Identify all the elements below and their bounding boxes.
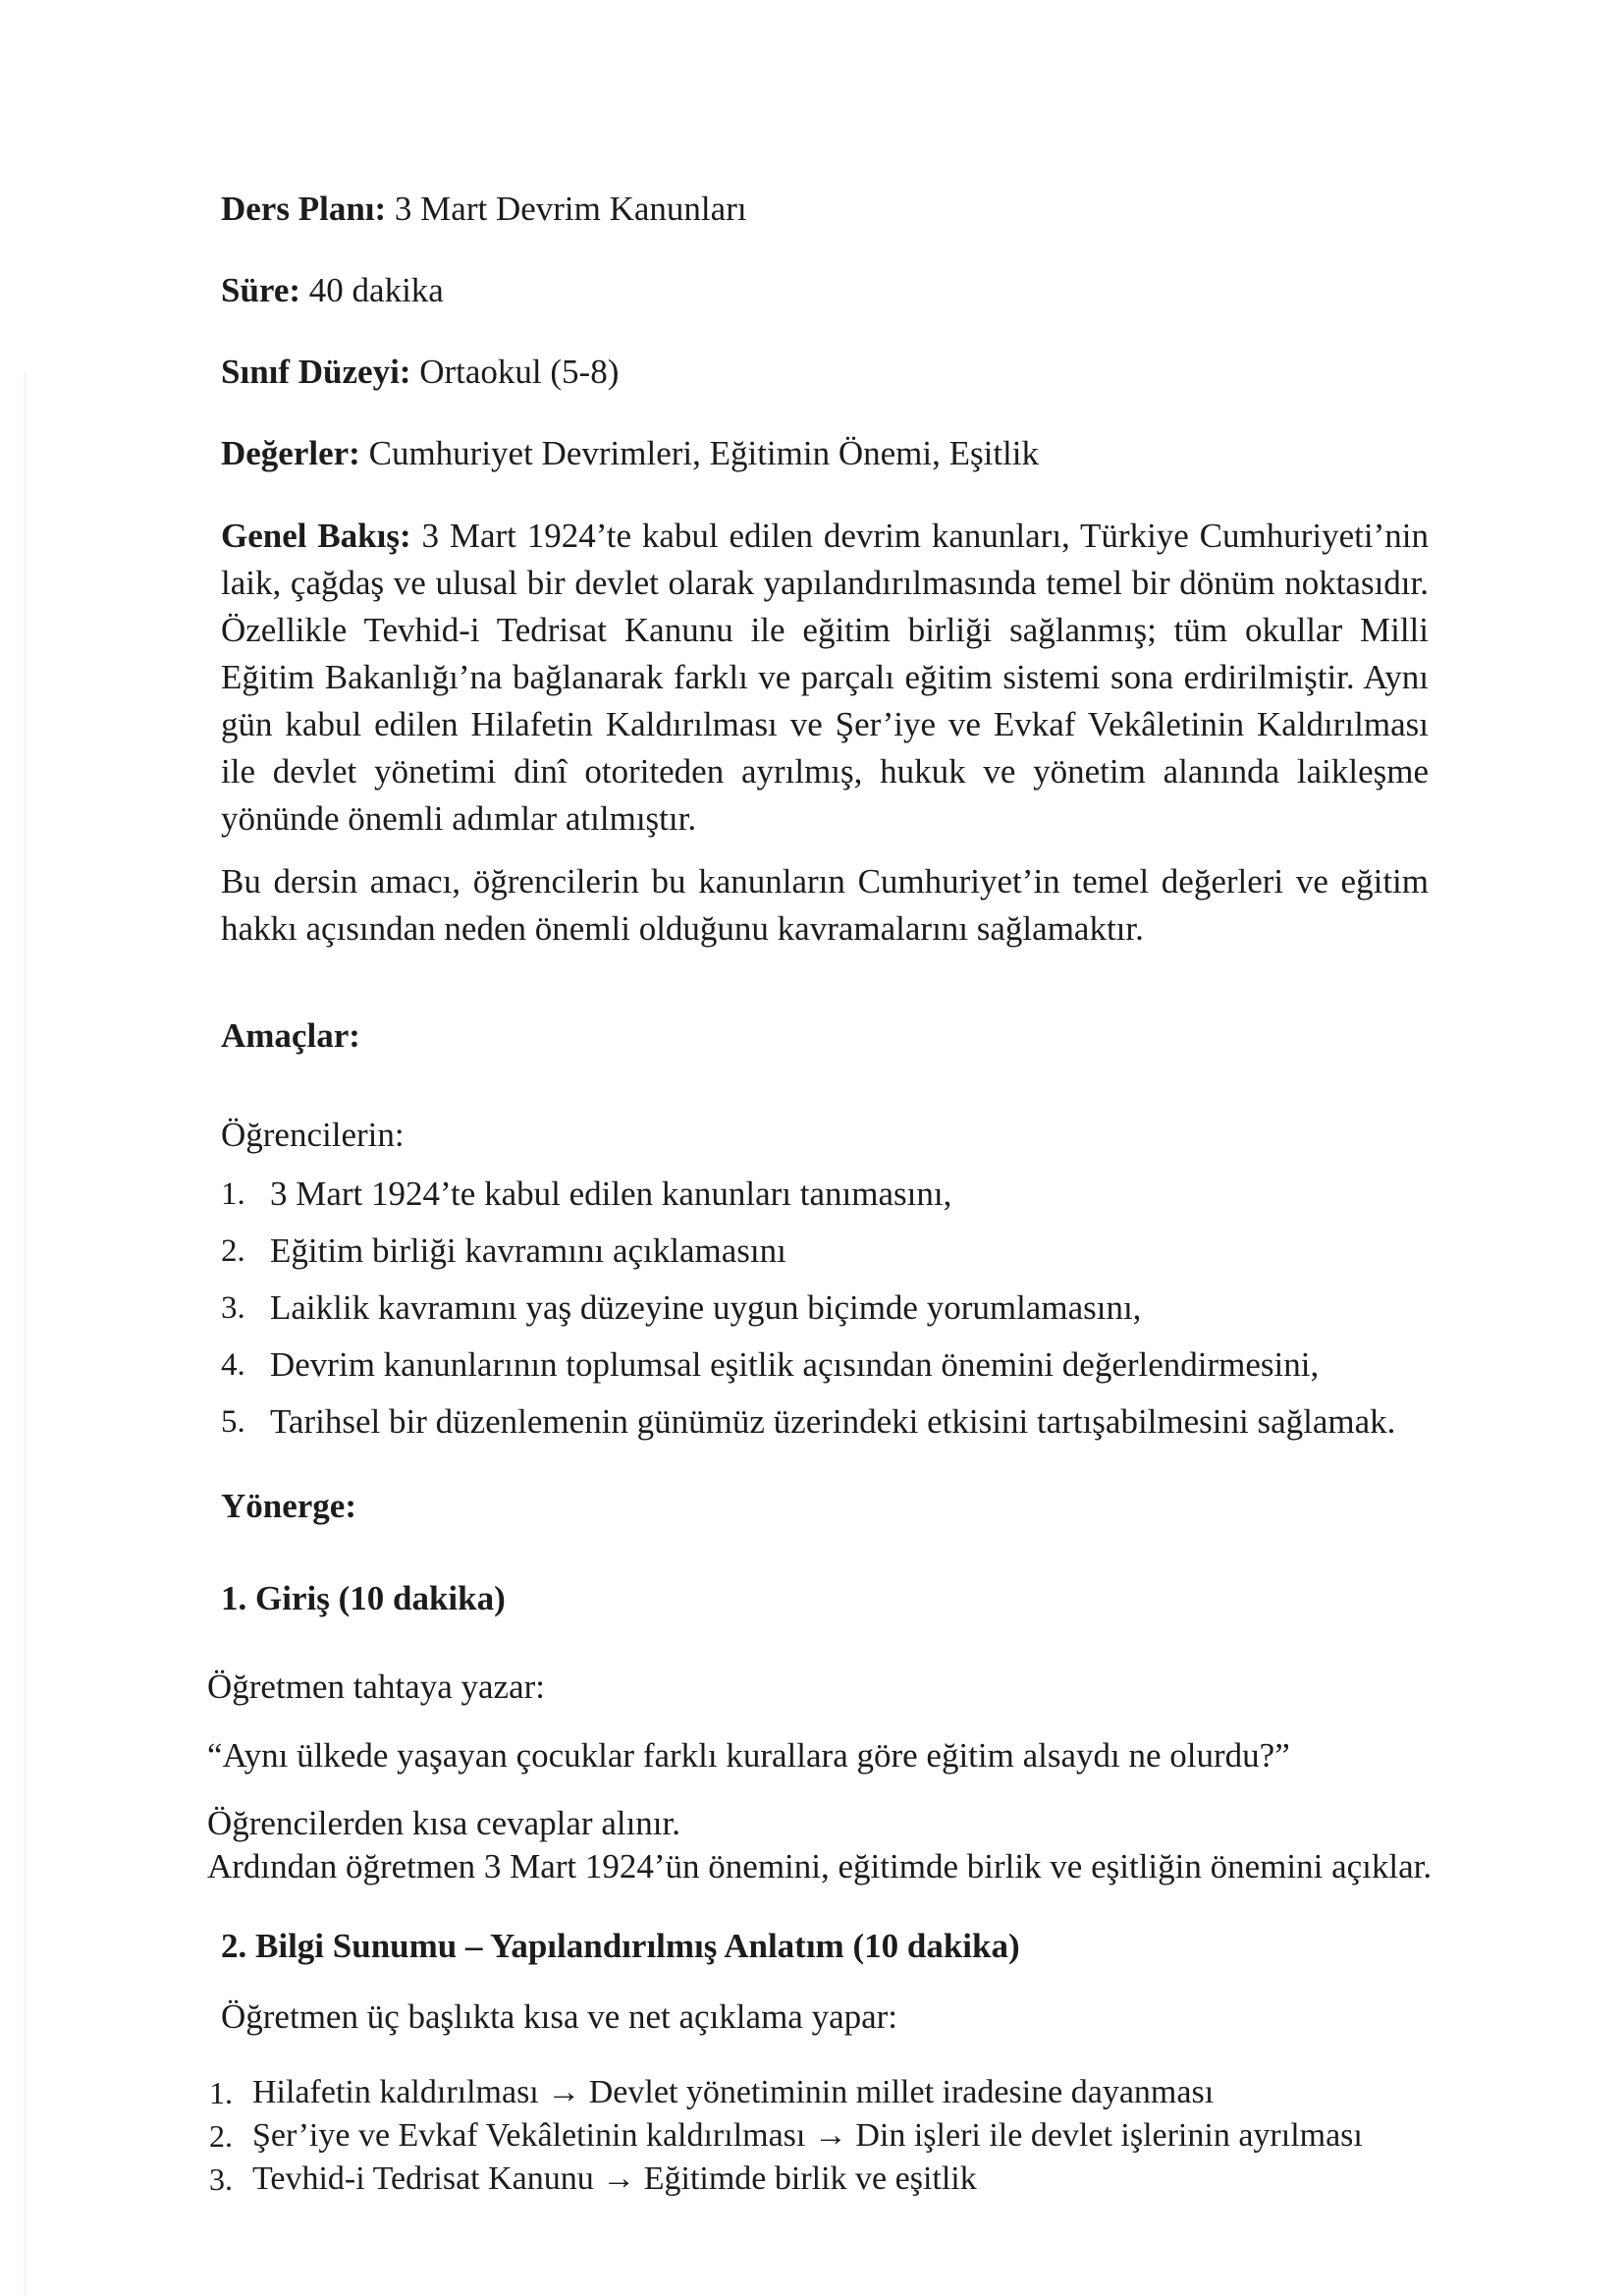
step1-title: 1. Giriş (10 dakika) [221,1579,506,1617]
field-ders-plani [221,187,1429,232]
procedure-heading: Yönerge: [221,1487,357,1525]
overview-paragraph [221,513,1429,843]
field-label: Süre: [221,271,301,309]
list-item-number: 3. [221,1290,245,1326]
list-item-number: 4. [221,1347,245,1383]
step2-list [209,2071,1429,2201]
list-item-text: Devrim kanunlarının toplumsal eşitlik açısından önemini değerlendirmesini, [270,1345,1320,1384]
list-item [209,2114,1429,2158]
list-item [209,2071,1429,2114]
step1-followup [207,1802,1433,1888]
list-item [209,2158,1429,2201]
list-item-number: 2. [221,1233,245,1269]
scan-artifact-line [24,373,27,2296]
list-item [221,1229,1429,1274]
field-sure [221,268,1429,313]
objectives-heading: Amaçlar: [221,1016,360,1055]
field-label: Sınıf Düzeyi: [221,353,411,391]
field-label: Değerler: [221,434,360,472]
list-item [221,1285,1429,1331]
list-item-text: 3 Mart 1924’te kabul edilen kanunları tanımasını, [270,1175,952,1213]
list-item-number: 2. [209,2118,233,2154]
step1-teacher-writes: Öğretmen tahtaya yazar: [207,1667,545,1706]
objectives-list [221,1172,1429,1445]
list-item-text: Tevhid-i Tedrisat Kanunu → Eğitimde birlik ve eşitlik [252,2160,977,2197]
step2-title: 2. Bilgi Sunumu – Yapılandırılmış Anlatım (10 dakika) [221,1927,1020,1965]
step1-board-question: “Aynı ülkede yaşayan çocuklar farklı kurallara göre eğitim alsaydı ne olurdu?” [207,1736,1290,1775]
list-item [221,1399,1429,1445]
field-degerler [221,431,1429,476]
list-item [221,1342,1429,1388]
purpose-paragraph: Bu dersin amacı, öğrencilerin bu kanunların Cumhuriyet’in temel değerleri ve eğitim hakkı açısından neden önemli olduğunu kavramalarını sağlamaktır. [221,862,1429,948]
step1-answers-line: Öğrencilerden kısa cevaplar alınır. [207,1804,681,1842]
field-value: 40 dakika [308,271,444,309]
list-item [221,1172,1429,1217]
list-item-text: Eğitim birliği kavramını açıklamasını [270,1231,786,1270]
list-item-text: Hilafetin kaldırılması → Devlet yönetiminin millet iradesine dayanması [252,2074,1215,2110]
overview-label: Genel Bakış: [221,517,411,555]
field-value: 3 Mart Devrim Kanunları [394,190,747,228]
list-item-number: 1. [221,1176,245,1212]
field-value: Ortaokul (5-8) [419,353,620,391]
overview-text: 3 Mart 1924’te kabul edilen devrim kanunları, Türkiye Cumhuriyeti’nin laik, çağdaş ve ulusal bir devlet olarak yapılandırılmasında temel bir dönüm noktasıdır. Özellikle Tevhid-i Tedrisat Kanunu ile eğitim birliği sağlanmış; tüm okullar Milli Eğitim Bakanlığı’na bağlanarak farklı ve parçalı eğitim sistemi sona erdirilmiştir. Aynı gün kabul edilen Hilafetin Kaldırılması ve Şer’iye ve Evkaf Vekâletinin Kaldırılması ile devlet yönetimi dinî otoriteden ayrılmış, hukuk ve yönetim alanında laikleşme yönünde önemli adımlar atılmıştır. [221,517,1429,838]
field-value: Cumhuriyet Devrimleri, Eğitimin Önemi, Eşitlik [368,434,1040,472]
document-content [207,187,1433,2201]
field-sinif-duzeyi [221,350,1429,395]
step1-explain-line: Ardından öğretmen 3 Mart 1924’ün önemini, eğitimde birlik ve eşitliğin önemini açıklar. [207,1847,1433,1886]
objectives-intro: Öğrencilerin: [221,1116,405,1154]
list-item-number: 5. [221,1404,245,1440]
step2-intro: Öğretmen üç başlıkta kısa ve net açıklama yapar: [221,1997,898,2036]
list-item-number: 1. [209,2075,233,2110]
field-label: Ders Planı: [221,190,387,228]
list-item-text: Laiklik kavramını yaş düzeyine uygun biçimde yorumlamasını, [270,1288,1142,1327]
list-item-number: 3. [209,2161,233,2197]
list-item-text: Şer’iye ve Evkaf Vekâletinin kaldırılması → Din işleri ile devlet işlerinin ayrılması [252,2117,1363,2154]
list-item-text: Tarihsel bir düzenlemenin günümüz üzerindeki etkisini tartışabilmesini sağlamak. [270,1402,1396,1441]
